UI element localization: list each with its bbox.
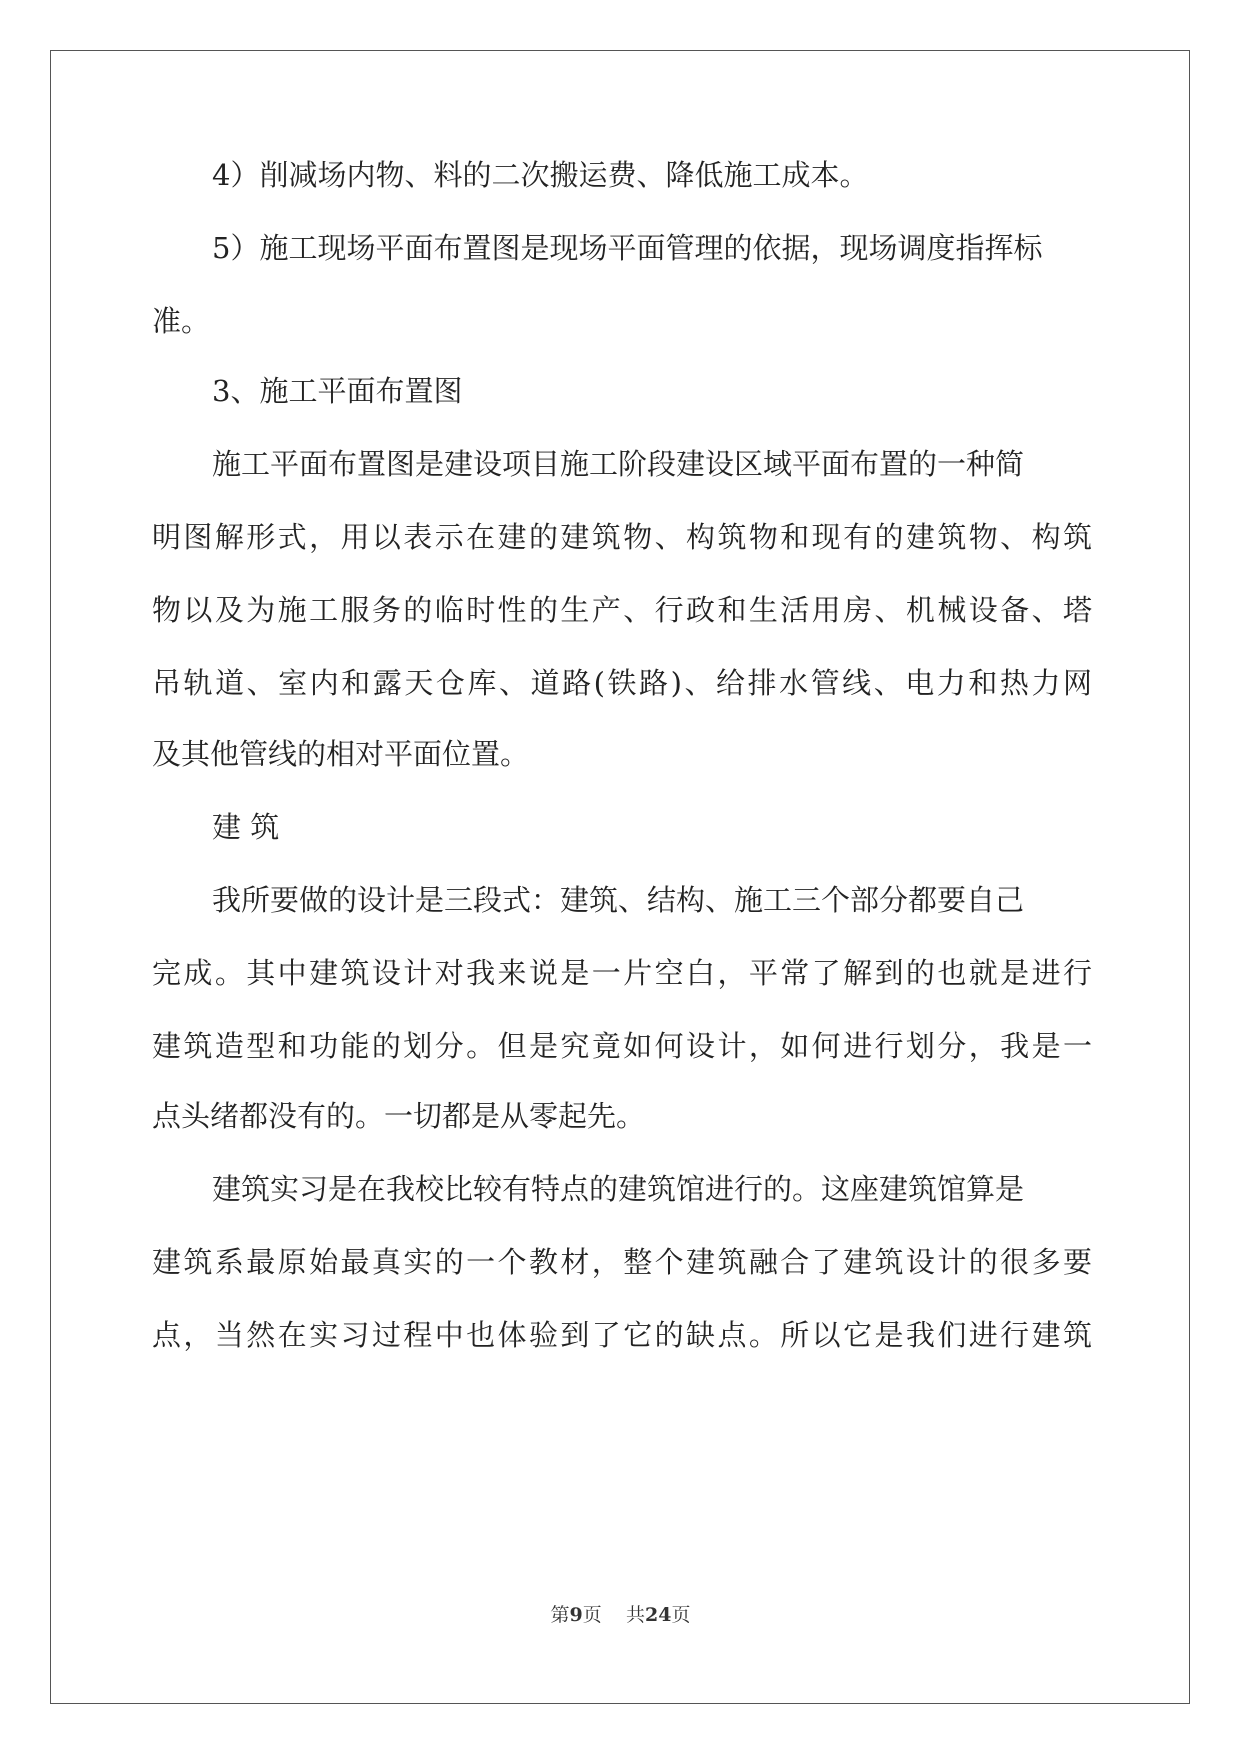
page-border xyxy=(50,50,1190,1704)
paragraph-line: 完成。其中建筑设计对我来说是一片空白，平常了解到的也就是进行 xyxy=(152,956,1092,990)
paragraph-line: 点头绪都没有的。一切都是从零起先。 xyxy=(152,1099,646,1133)
paragraph-line: 准。 xyxy=(152,304,211,338)
total-suffix: 页 xyxy=(671,1604,691,1626)
paragraph-line: 明图解形式，用以表示在建的建筑物、构筑物和现有的建筑物、构筑 xyxy=(152,520,1092,554)
paragraph-line: 建筑系最原始最真实的一个教材，整个建筑融合了建筑设计的很多要 xyxy=(152,1245,1092,1279)
paragraph-line: 物以及为施工服务的临时性的生产、行政和生活用房、机械设备、塔 xyxy=(152,593,1092,627)
page-suffix: 页 xyxy=(582,1604,602,1626)
paragraph-line: 点，当然在实习过程中也体验到了它的缺点。所以它是我们进行建筑 xyxy=(152,1318,1092,1352)
section-heading: 建 筑 xyxy=(212,810,280,844)
page-prefix: 第 xyxy=(550,1604,570,1626)
paragraph-line: 我所要做的设计是三段式：建筑、结构、施工三个部分都要自己 xyxy=(212,883,1025,917)
paragraph-line: 吊轨道、室内和露天仓库、道路(铁路)、给排水管线、电力和热力网 xyxy=(152,666,1092,700)
paragraph-line: 5）施工现场平面布置图是现场平面管理的依据，现场调度指挥标 xyxy=(212,231,1043,265)
page-number: 9 xyxy=(569,1604,583,1626)
total-prefix: 共 xyxy=(625,1604,645,1626)
total-pages: 24 xyxy=(644,1604,672,1626)
paragraph-line: 4）削减场内物、料的二次搬运费、降低施工成本。 xyxy=(212,158,869,192)
page-footer xyxy=(0,1600,1241,1627)
paragraph-line: 及其他管线的相对平面位置。 xyxy=(152,737,530,771)
section-heading: 3、施工平面布置图 xyxy=(212,374,463,408)
paragraph-line: 建筑实习是在我校比较有特点的建筑馆进行的。这座建筑馆算是 xyxy=(212,1172,1025,1206)
paragraph-line: 施工平面布置图是建设项目施工阶段建设区域平面布置的一种简 xyxy=(212,447,1025,481)
paragraph-line: 建筑造型和功能的划分。但是究竟如何设计，如何进行划分，我是一 xyxy=(152,1029,1092,1063)
